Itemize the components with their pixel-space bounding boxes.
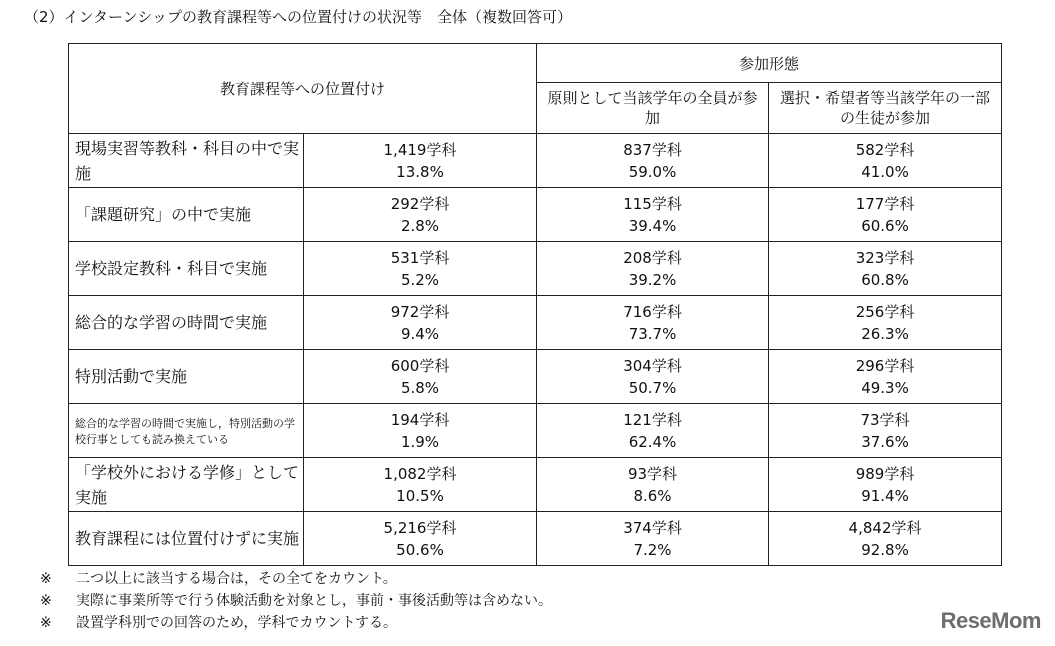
table-row — [69, 134, 1002, 188]
note-text: 実際に事業所等で行う体験活動を対象とし，事前・事後活動等は含めない。 — [76, 593, 552, 609]
partial-cell: 256学科 26.3% — [769, 296, 1002, 350]
note-text: 設置学科別での回答のため，学科でカウントする。 — [76, 615, 398, 631]
footnotes — [40, 568, 552, 634]
table-row — [69, 458, 1002, 512]
row-label: 「学校外における学修」として実施 — [69, 458, 304, 512]
row-label: 教育課程には位置付けずに実施 — [69, 512, 304, 566]
note-text: 二つ以上に該当する場合は，その全てをカウント。 — [76, 571, 397, 587]
partial-cell: 73学科 37.6% — [769, 404, 1002, 458]
total-cell: 972学科 9.4% — [304, 296, 537, 350]
footnote — [40, 612, 552, 634]
footnote — [40, 568, 552, 590]
data-table — [68, 43, 1002, 566]
resemom-logo: ReseMom — [940, 608, 1041, 633]
table-row — [69, 188, 1002, 242]
page-title: （2）インターンシップの教育課程等への位置付けの状況等 全体（複数回答可） — [24, 8, 572, 26]
all-cell: 121学科 62.4% — [537, 404, 769, 458]
total-cell: 292学科 2.8% — [304, 188, 537, 242]
all-cell: 93学科 8.6% — [537, 458, 769, 512]
total-cell: 1,082学科 10.5% — [304, 458, 537, 512]
group-header: 参加形態 — [537, 44, 1002, 83]
table-row — [69, 296, 1002, 350]
note-mark: ※ — [40, 615, 52, 631]
all-cell: 115学科 39.4% — [537, 188, 769, 242]
col-header-all: 原則として当該学年の全員が参加 — [537, 83, 769, 134]
row-label: 総合的な学習の時間で実施 — [69, 296, 304, 350]
col-header-partial: 選択・希望者等当該学年の一部の生徒が参加 — [769, 83, 1002, 134]
all-cell: 208学科 39.2% — [537, 242, 769, 296]
all-cell: 304学科 50.7% — [537, 350, 769, 404]
partial-cell: 989学科 91.4% — [769, 458, 1002, 512]
partial-cell: 582学科 41.0% — [769, 134, 1002, 188]
table-row — [69, 350, 1002, 404]
total-cell: 531学科 5.2% — [304, 242, 537, 296]
total-cell: 5,216学科 50.6% — [304, 512, 537, 566]
row-label: 現場実習等教科・科目の中で実施 — [69, 134, 304, 188]
all-cell: 837学科 59.0% — [537, 134, 769, 188]
row-label: 特別活動で実施 — [69, 350, 304, 404]
partial-cell: 4,842学科 92.8% — [769, 512, 1002, 566]
table-row — [69, 404, 1002, 458]
note-mark: ※ — [40, 593, 52, 609]
partial-cell: 296学科 49.3% — [769, 350, 1002, 404]
row-header: 教育課程等への位置付け — [69, 44, 537, 134]
total-cell: 1,419学科 13.8% — [304, 134, 537, 188]
footnote — [40, 590, 552, 612]
note-mark: ※ — [40, 571, 52, 587]
row-label: 「課題研究」の中で実施 — [69, 188, 304, 242]
table-row — [69, 512, 1002, 566]
partial-cell: 323学科 60.8% — [769, 242, 1002, 296]
partial-cell: 177学科 60.6% — [769, 188, 1002, 242]
total-cell: 600学科 5.8% — [304, 350, 537, 404]
table-row — [69, 242, 1002, 296]
row-label: 総合的な学習の時間で実施し，特別活動の学校行事としても読み換えている — [69, 404, 304, 458]
row-label: 学校設定教科・科目で実施 — [69, 242, 304, 296]
all-cell: 716学科 73.7% — [537, 296, 769, 350]
all-cell: 374学科 7.2% — [537, 512, 769, 566]
total-cell: 194学科 1.9% — [304, 404, 537, 458]
